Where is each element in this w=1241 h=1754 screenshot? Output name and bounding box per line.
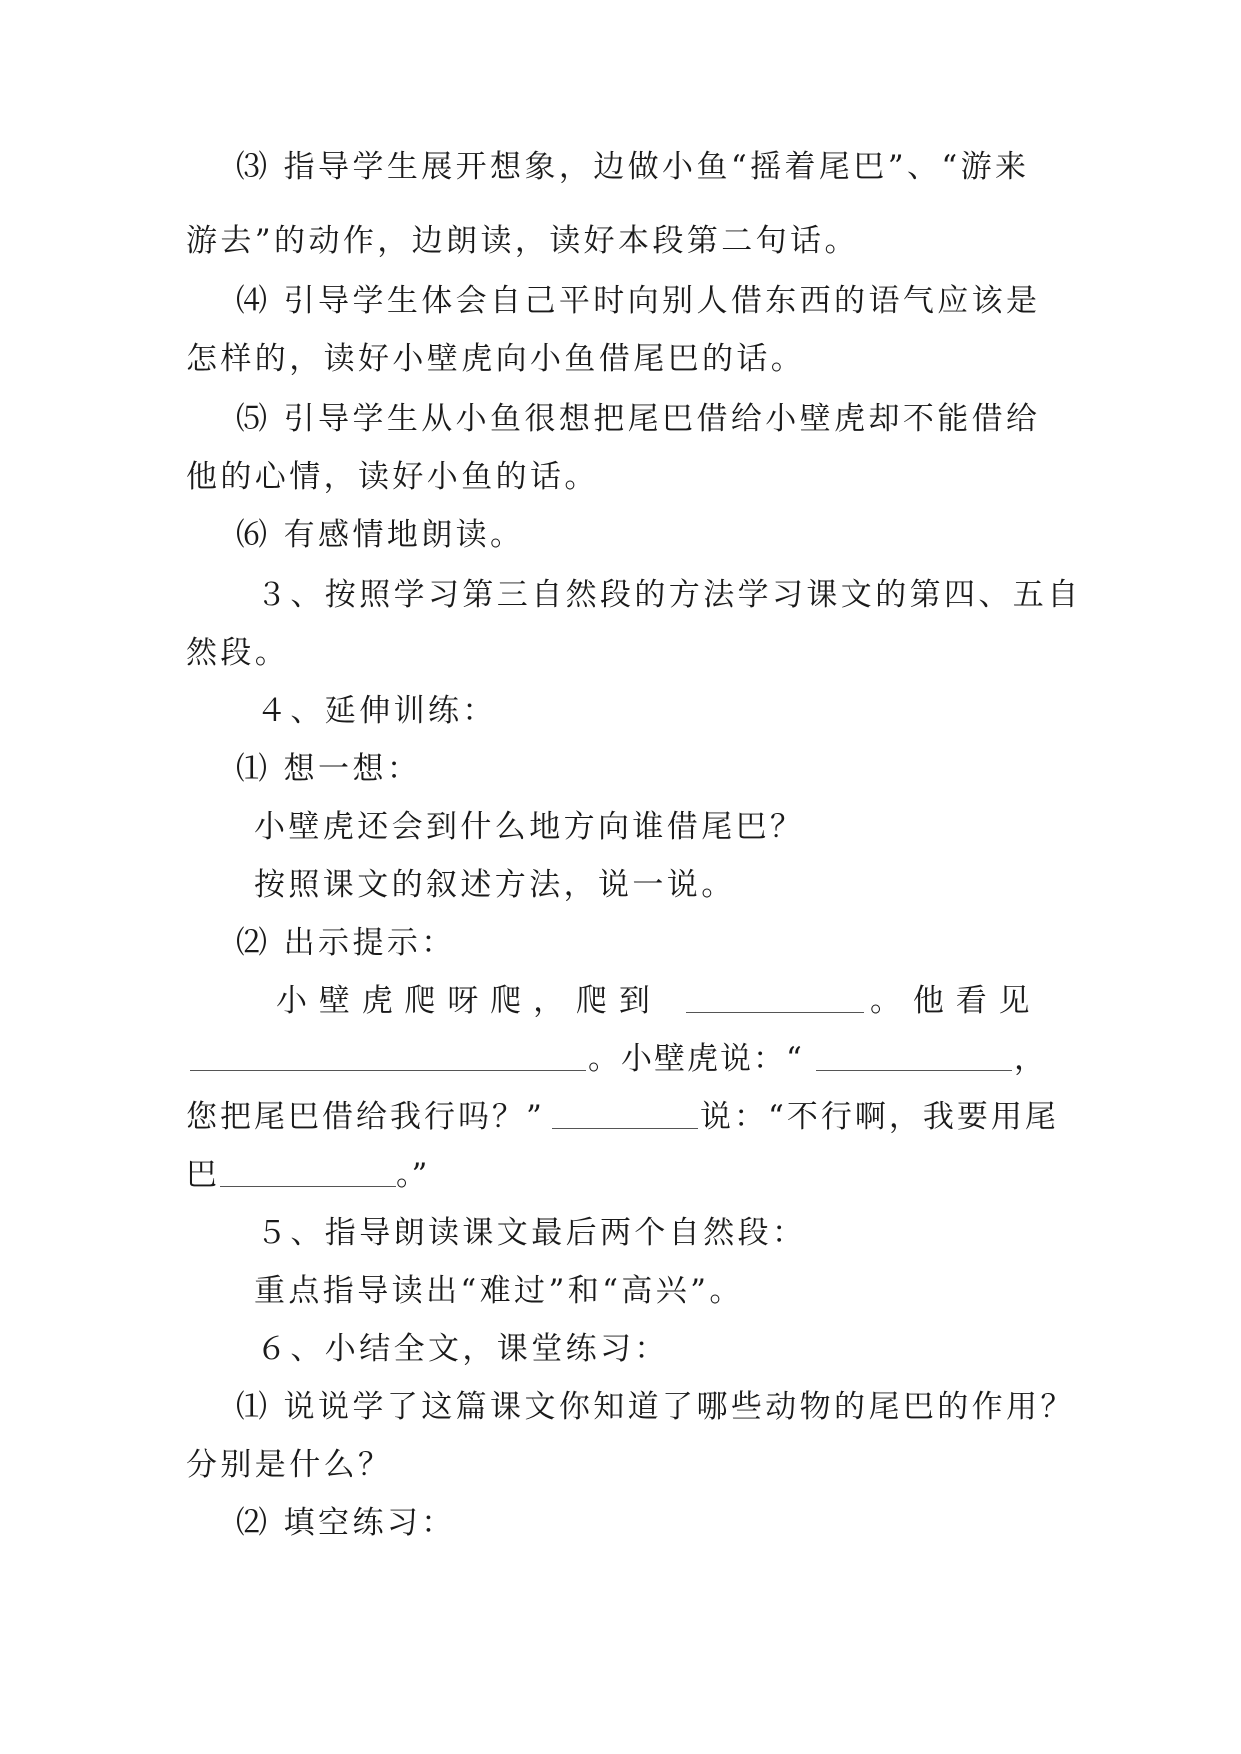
fill-blank-4 xyxy=(552,1128,698,1129)
fill-line-3-text-a: 您把尾巴借给我行吗？” xyxy=(186,1099,545,1135)
step-6: ⑹ 有感情地朗读。 xyxy=(236,517,525,553)
step-3-line-1: ⑶ 指导学生展开想象，边做小鱼“摇着尾巴”、“游来 xyxy=(236,149,1030,185)
section-4-item-1-instruction: 按照课文的叙述方法，说一说。 xyxy=(254,867,736,903)
fill-blank-1 xyxy=(686,1012,864,1013)
step-5-line-2: 他的心情，读好小鱼的话。 xyxy=(186,459,599,495)
fill-blank-3 xyxy=(816,1070,1012,1071)
step-4-line-1: ⑷ 引导学生体会自己平时向别人借东西的语气应该是 xyxy=(236,283,1041,319)
section-3-line-1: ３、按照学习第三自然段的方法学习课文的第四、五自 xyxy=(256,577,1082,613)
section-4-item-2: ⑵ 出示提示： xyxy=(236,925,456,961)
fill-blank-5 xyxy=(220,1186,396,1187)
section-5-heading: ５、指导朗读课文最后两个自然段： xyxy=(256,1215,807,1251)
section-6-item-2: ⑵ 填空练习： xyxy=(236,1505,456,1541)
fill-line-3-text-b: 说：“不行啊，我要用尾 xyxy=(700,1099,1059,1135)
fill-line-1-text-a: 小 壁 虎 爬 呀 爬 ， 爬 到 xyxy=(276,983,651,1019)
section-6-item-1-line-1: ⑴ 说说学了这篇课文你知道了哪些动物的尾巴的作用？ xyxy=(236,1389,1075,1425)
section-6-item-1-line-2: 分别是什么？ xyxy=(186,1447,393,1483)
step-4-line-2: 怎样的，读好小壁虎向小鱼借尾巴的话。 xyxy=(186,341,806,377)
fill-line-4-text-b: 。” xyxy=(396,1157,428,1193)
fill-line-4-text-a: 巴 xyxy=(186,1157,217,1193)
fill-line-2-text-b: ， xyxy=(1014,1041,1045,1077)
fill-line-2-text-a: 。小壁虎说：“ xyxy=(588,1041,804,1077)
section-3-line-2: 然段。 xyxy=(186,635,290,671)
section-6-heading: ６、小结全文，课堂练习： xyxy=(256,1331,669,1367)
fill-line-1-text-b: 。 他 看 见 xyxy=(870,983,1031,1019)
section-4-heading: ４、延伸训练： xyxy=(256,693,497,729)
section-5-text: 重点指导读出“难过”和“高兴”。 xyxy=(254,1273,744,1309)
step-5-line-1: ⑸ 引导学生从小鱼很想把尾巴借给小壁虎却不能借给 xyxy=(236,401,1041,437)
section-4-item-1-question: 小壁虎还会到什么地方向谁借尾巴？ xyxy=(254,809,805,845)
section-4-item-1: ⑴ 想一想： xyxy=(236,751,422,787)
fill-blank-2 xyxy=(190,1070,586,1071)
step-3-line-2: 游去”的动作，边朗读，读好本段第二句话。 xyxy=(186,223,859,259)
